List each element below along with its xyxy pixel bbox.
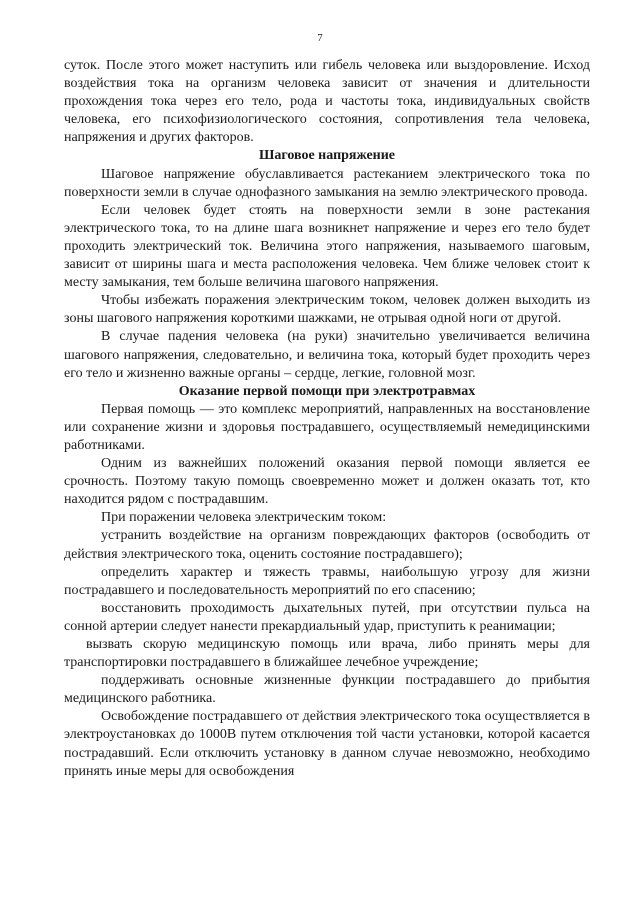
section-heading-step-voltage: Шаговое напряжение <box>258 148 396 164</box>
step-voltage-paragraph-3: Чтобы избежать поражения электрическим током, человек должен выходить из зоны шагового напряжения короткими шажками, не отрывая одной ноги от другой. <box>64 293 590 327</box>
intro-paragraph: суток. После этого может наступить или гибель человека или выздоровление. Исход воздействия тока на организм человека зависит от значения и длительности прохождения тока через его тело, рода и частоты тока, индивидуальных свойств человека, его психофизиологического состояния, сопротивления тела человека, напряжения и других факторов. <box>64 58 590 146</box>
page-number: 7 <box>317 32 323 44</box>
first-aid-paragraph-2: Одним из важнейших положений оказания первой помощи является ее срочность. Поэтому такую помощь своевременно может и должен оказать тот, кто находится рядом с пострадавшим. <box>64 456 590 508</box>
first-aid-paragraph-4: Освобождение пострадавшего от действия электрического тока осуществляется в электроустановках до 1000В путем отключения той части установки, которой касается пострадавший. Если отключить установку в данном случае невозможно, необходимо принять иные меры для освобождения <box>64 709 590 779</box>
step-voltage-paragraph-1: Шаговое напряжение обуславливается растеканием электрического тока по поверхности земли в случае однофазного замыкания на землю электрического провода. <box>64 166 590 200</box>
step-voltage-paragraph-2: Если человек будет стоять на поверхности земли в зоне растекания электрического тока, то на длине шага возникнет напряжение и через его тело будет проходить электрический ток. Величина этого напряжения, называемого шаговым, зависит от ширины шага и места расположения человека. Чем ближе человек стоит к месту замыкания, тем больше величина шагового напряжения. <box>64 202 590 291</box>
first-aid-list-item: определить характер и тяжесть травмы, наибольшую угрозу для жизни пострадавшего и последовательность мероприятий по его спасению; <box>64 564 590 598</box>
step-voltage-paragraph-4: В случае падения человека (на руки) значительно увеличивается величина шагового напряжения, следовательно, и величина тока, который будет проходить через его тело и жизненно важные органы – сердце, легкие, головной мозг. <box>64 329 590 381</box>
first-aid-paragraph-3: При поражении человека электрическим током: <box>101 510 387 526</box>
page-body <box>64 57 590 781</box>
first-aid-list-item: восстановить проходимость дыхательных путей, при отсутствии пульса на сонной артерии следует нанести прекардиальный удар, приступить к реанимации; <box>64 600 590 634</box>
section-heading-first-aid: Оказание первой помощи при электротравмах <box>178 383 476 399</box>
first-aid-list-item: устранить воздействие на организм повреждающих факторов (освободить от действия электрического тока, оценить состояние пострадавшего); <box>64 528 590 562</box>
first-aid-list-item: поддерживать основные жизненные функции пострадавшего до прибытия медицинского работника. <box>64 673 590 707</box>
first-aid-list-item: вызвать скорую медицинскую помощь или врача, либо принять меры для транспортировки пострадавшего в ближайшее лечебное учреждение; <box>64 637 590 671</box>
first-aid-paragraph-1: Первая помощь — это комплекс мероприятий, направленных на восстановление или сохранение жизни и здоровья пострадавшего, осуществляемый немедицинскими работниками. <box>64 401 590 453</box>
